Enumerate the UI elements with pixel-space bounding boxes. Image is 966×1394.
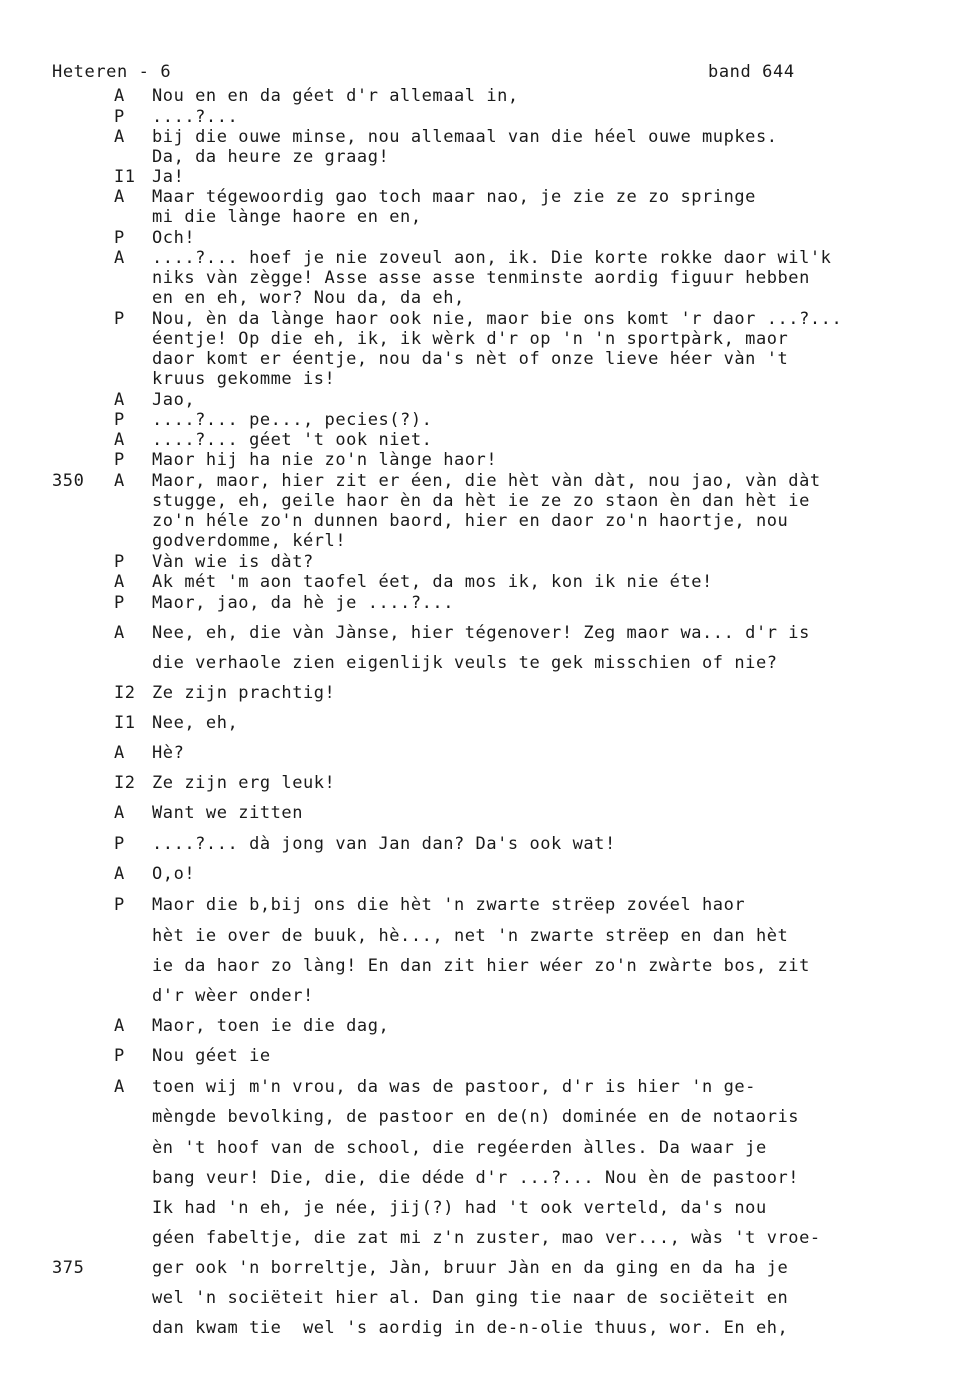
line-number: 375 bbox=[52, 1258, 85, 1278]
utterance-text: zo'n héle zo'n dunnen baord, hier en daor zo'n haortje, nou bbox=[152, 511, 789, 531]
utterance-text: Maor, jao, da hè je ....?... bbox=[152, 593, 454, 613]
utterance-text: Nou, èn da lànge haor ook nie, maor bie ons komt 'r daor ...?... bbox=[152, 309, 843, 329]
utterance-text: Nou en en da géet d'r allemaal in, bbox=[152, 86, 519, 106]
utterance-text: O,o! bbox=[152, 864, 196, 884]
utterance-text: Nou géet ie bbox=[152, 1046, 271, 1066]
utterance-text: dan kwam tie wel 's aordig in de-n-olie thuus, wor. En eh, bbox=[152, 1318, 789, 1338]
utterance-text: stugge, eh, geile haor èn da hèt ie ze zo staon èn dan hèt ie bbox=[152, 491, 810, 511]
utterance-text: niks vàn zègge! Asse asse asse tenminste aordig figuur hebben bbox=[152, 268, 810, 288]
speaker-label: P bbox=[114, 228, 125, 248]
utterance-text: Ze zijn erg leuk! bbox=[152, 773, 336, 793]
utterance-text: bang veur! Die, die, die déde d'r ...?... Nou èn de pastoor! bbox=[152, 1168, 800, 1188]
speaker-label: A bbox=[114, 743, 125, 763]
speaker-label: A bbox=[114, 248, 125, 268]
utterance-text: ger ook 'n borreltje, Jàn, bruur Jàn en da ging en da ha je bbox=[152, 1258, 789, 1278]
utterance-text: godverdomme, kérl! bbox=[152, 531, 347, 551]
speaker-label: A bbox=[114, 187, 125, 207]
speaker-label: I1 bbox=[114, 167, 136, 187]
utterance-text: ....?... hoef je nie zoveul aon, ik. Die korte rokke daor wil'k bbox=[152, 248, 832, 268]
utterance-text: Da, da heure ze graag! bbox=[152, 147, 390, 167]
band-label: band 644 bbox=[708, 62, 795, 82]
speaker-label: P bbox=[114, 593, 125, 613]
utterance-text: Nee, eh, bbox=[152, 713, 239, 733]
speaker-label: A bbox=[114, 864, 125, 884]
speaker-label: P bbox=[114, 309, 125, 329]
speaker-label: A bbox=[114, 471, 125, 491]
speaker-label: A bbox=[114, 390, 125, 410]
utterance-text: géen fabeltje, die zat mi z'n zuster, mao ver..., wàs 't vroe- bbox=[152, 1228, 821, 1248]
page-title: Heteren - 6 bbox=[52, 62, 172, 82]
speaker-label: A bbox=[114, 430, 125, 450]
utterance-text: ....?... bbox=[152, 107, 239, 127]
speaker-label: P bbox=[114, 834, 125, 854]
speaker-label: A bbox=[114, 127, 125, 147]
speaker-label: A bbox=[114, 1016, 125, 1036]
utterance-text: mèngde bevolking, de pastoor en de(n) dominée en de notaoris bbox=[152, 1107, 800, 1127]
utterance-text: Ik had 'n eh, je née, jij(?) had 't ook verteld, da's nou bbox=[152, 1198, 767, 1218]
speaker-label: I2 bbox=[114, 773, 136, 793]
utterance-text: hèt ie over de buuk, hè..., net 'n zwarte strëep en dan hèt bbox=[152, 926, 789, 946]
utterance-text: ....?... dà jong van Jan dan? Da's ook wat! bbox=[152, 834, 616, 854]
utterance-text: daor komt er éentje, nou da's nèt of onze lieve héer vàn 't bbox=[152, 349, 789, 369]
utterance-text: Nee, eh, die vàn Jànse, hier tégenover! Zeg maor wa... d'r is bbox=[152, 623, 810, 643]
utterance-text: Ak mét 'm aon taofel éet, da mos ik, kon ik nie éte! bbox=[152, 572, 713, 592]
speaker-label: P bbox=[114, 1046, 125, 1066]
utterance-text: Ze zijn prachtig! bbox=[152, 683, 336, 703]
utterance-text: Want we zitten bbox=[152, 803, 303, 823]
speaker-label: A bbox=[114, 803, 125, 823]
speaker-label: P bbox=[114, 895, 125, 915]
utterance-text: toen wij m'n vrou, da was de pastoor, d'r is hier 'n ge- bbox=[152, 1077, 756, 1097]
line-number: 350 bbox=[52, 471, 85, 491]
speaker-label: A bbox=[114, 623, 125, 643]
utterance-text: Ja! bbox=[152, 167, 185, 187]
speaker-label: P bbox=[114, 107, 125, 127]
utterance-text: die verhaole zien eigenlijk veuls te gek misschien of nie? bbox=[152, 653, 778, 673]
utterance-text: èn 't hoof van de school, die regéerden àlles. Da waar je bbox=[152, 1138, 767, 1158]
speaker-label: I1 bbox=[114, 713, 136, 733]
utterance-text: d'r wèer onder! bbox=[152, 986, 314, 1006]
utterance-text: Och! bbox=[152, 228, 196, 248]
utterance-text: wel 'n sociëteit hier al. Dan ging tie naar de sociëteit en bbox=[152, 1288, 789, 1308]
utterance-text: ....?... pe..., pecies(?). bbox=[152, 410, 433, 430]
speaker-label: I2 bbox=[114, 683, 136, 703]
utterance-text: ....?... géet 't ook niet. bbox=[152, 430, 433, 450]
speaker-label: P bbox=[114, 410, 125, 430]
utterance-text: kruus gekomme is! bbox=[152, 369, 336, 389]
speaker-label: A bbox=[114, 572, 125, 592]
utterance-text: Maar tégewoordig gao toch maar nao, je zie ze zo springe bbox=[152, 187, 756, 207]
utterance-text: Maor, maor, hier zit er éen, die hèt vàn dàt, nou jao, vàn dàt bbox=[152, 471, 821, 491]
utterance-text: Maor hij ha nie zo'n lànge haor! bbox=[152, 450, 498, 470]
utterance-text: Jao, bbox=[152, 390, 196, 410]
utterance-text: Vàn wie is dàt? bbox=[152, 552, 314, 572]
speaker-label: P bbox=[114, 552, 125, 572]
utterance-text: éentje! Op die eh, ik, ik wèrk d'r op 'n 'n sportpàrk, maor bbox=[152, 329, 789, 349]
utterance-text: mi die lànge haore en en, bbox=[152, 207, 422, 227]
utterance-text: Hè? bbox=[152, 743, 185, 763]
utterance-text: Maor, toen ie die dag, bbox=[152, 1016, 390, 1036]
speaker-label: A bbox=[114, 86, 125, 106]
utterance-text: bij die ouwe minse, nou allemaal van die héel ouwe mupkes. bbox=[152, 127, 778, 147]
utterance-text: ie da haor zo làng! En dan zit hier wéer zo'n zwàrte bos, zit bbox=[152, 956, 810, 976]
speaker-label: P bbox=[114, 450, 125, 470]
speaker-label: A bbox=[114, 1077, 125, 1097]
utterance-text: en en eh, wor? Nou da, da eh, bbox=[152, 288, 465, 308]
utterance-text: Maor die b,bij ons die hèt 'n zwarte strëep zovéel haor bbox=[152, 895, 746, 915]
